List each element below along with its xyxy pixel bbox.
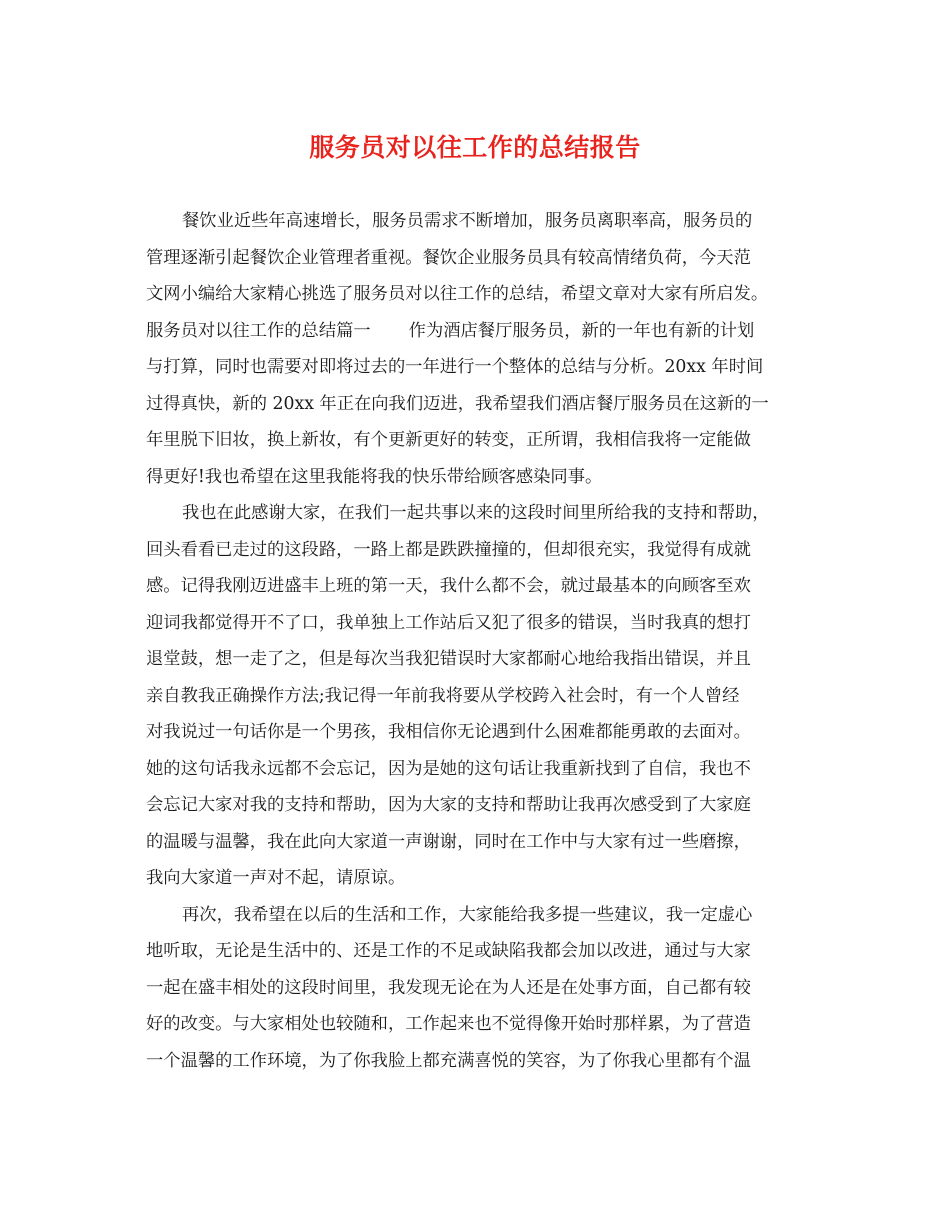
text-line: 迎词我都觉得开不了口，我单独上工作站后又犯了很多的错误，当时我真的想打 xyxy=(146,612,751,633)
text-line: 一起在盛丰相处的这段时间里，我发现无论在为人还是在处事方面，自己都有较 xyxy=(146,977,751,998)
text-line: 感。记得我刚迈进盛丰上班的第一天，我什么都不会，就过最基本的向顾客至欢 xyxy=(146,576,751,596)
text-line: 的温暖与温馨，我在此向大家道一声谢谢，同时在工作中与大家有过一些磨擦， xyxy=(146,831,751,852)
text-line: 餐饮业近些年高速增长，服务员需求不断增加，服务员离职率高，服务员的 xyxy=(182,211,753,231)
text-line: 亲自教我正确操作方法;我记得一年前我将要从学校跨入社会时，有一个人曾经 xyxy=(146,685,740,706)
text-line: 文网小编给大家精心挑选了服务员对以往工作的总结，希望文章对大家有所启发。 xyxy=(146,284,769,304)
text-line: 得更好!我也希望在这里我能将我的快乐带给顾客感染同事。 xyxy=(146,466,603,487)
text-line: 过得真快，新的 20xx 年正在向我们迈进，我希望我们酒店餐厅服务员在这新的一 xyxy=(146,393,769,414)
text-line-with-section-heading xyxy=(146,313,806,350)
section-heading: 服务员对以往工作的总结篇一 xyxy=(146,320,371,341)
text-segment: 作为酒店餐厅服务员，新的一年也有新的计划 xyxy=(408,320,755,341)
text-line: 好的改变。与大家相处也较随和，工作起来也不觉得像开始时那样累，为了营造 xyxy=(146,1014,751,1034)
text-line: 我也在此感谢大家，在我们一起共事以来的这段时间里所给我的支持和帮助， xyxy=(182,503,770,523)
text-line: 再次，我希望在以后的生活和工作，大家能给我多提一些建议，我一定虚心 xyxy=(182,904,753,925)
text-line: 管理逐渐引起餐饮企业管理者重视。餐饮企业服务员具有较高情绪负荷，今天范 xyxy=(146,247,751,268)
text-line: 会忘记大家对我的支持和帮助，因为大家的支持和帮助让我再次感受到了大家庭 xyxy=(146,795,751,815)
text-line: 对我说过一句话你是一个男孩，我相信你无论遇到什么困难都能勇敢的去面对。 xyxy=(146,722,751,742)
document-body xyxy=(146,203,806,1079)
text-line: 退堂鼓，想一走了之，但是每次当我犯错误时大家都耐心地给我指出错误，并且 xyxy=(146,649,751,669)
text-line: 一个温馨的工作环境，为了你我脸上都充满喜悦的笑容，为了你我心里都有个温 xyxy=(146,1050,751,1071)
text-line: 地听取，无论是生活中的、还是工作的不足或缺陷我都会加以改进，通过与大家 xyxy=(146,941,751,961)
text-line: 回头看看已走过的这段路，一路上都是跌跌撞撞的，但却很充实，我觉得有成就 xyxy=(146,539,751,560)
text-line: 她的这句话我永远都不会忘记，因为是她的这句话让我重新找到了自信，我也不 xyxy=(146,758,751,779)
text-line: 年里脱下旧妆，换上新妆，有个更新更好的转变，正所谓，我相信我将一定能做 xyxy=(146,430,751,450)
document-title: 服务员对以往工作的总结报告 xyxy=(309,133,641,162)
text-line: 我向大家道一声对不起，请原谅。 xyxy=(146,868,406,888)
text-line: 与打算，同时也需要对即将过去的一年进行一个整体的总结与分析。20xx 年时间 xyxy=(146,357,764,377)
